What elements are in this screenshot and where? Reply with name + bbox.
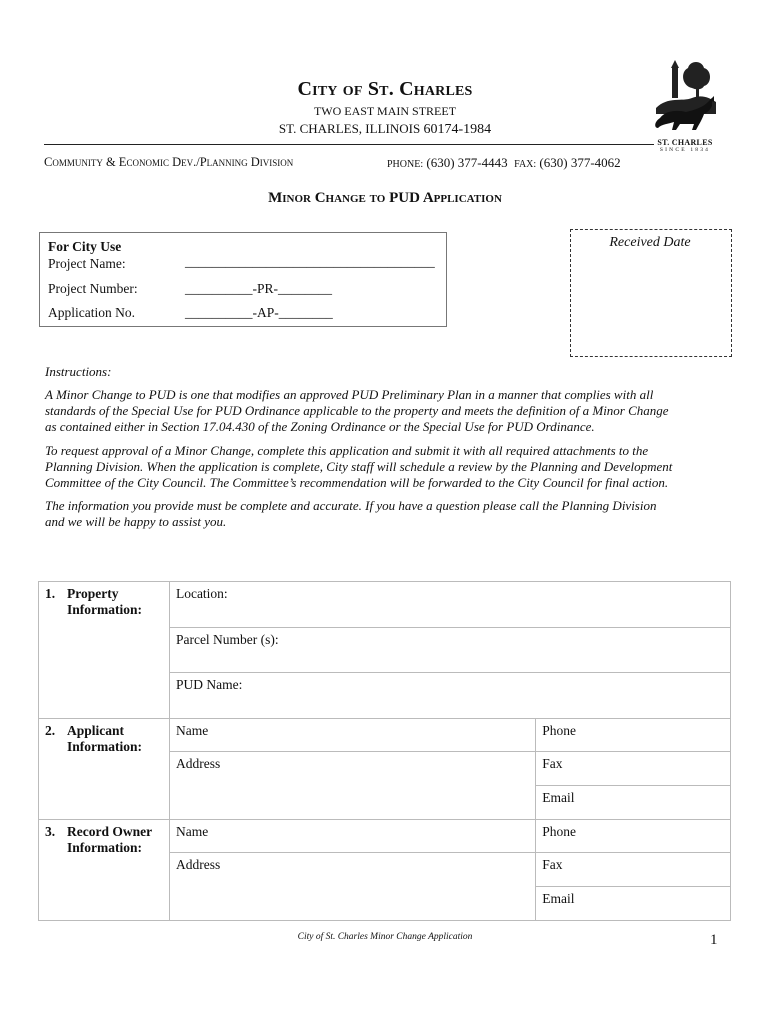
- form-title: Minor Change to PUD Application: [268, 190, 502, 206]
- applicant-email-field[interactable]: Email: [536, 786, 731, 820]
- zip-code: 60174-1984: [423, 122, 492, 137]
- instructions-para1-line3: as contained either in Section 17.04.430 of the Zoning Ordinance or the Special Use for PUD Ordinance.: [45, 419, 595, 434]
- phone-number: (630) 377-4443: [426, 155, 508, 170]
- fax-number: (630) 377-4062: [539, 155, 621, 170]
- city-use-heading: For City Use: [48, 239, 122, 254]
- contact-numbers: [387, 155, 621, 171]
- owner-phone-field[interactable]: Phone: [536, 820, 731, 853]
- applicant-name-row: [39, 719, 731, 752]
- phone-label: PHONE:: [387, 159, 424, 170]
- received-date-label: Received Date: [609, 235, 691, 250]
- application-no-field[interactable]: __________-AP-________: [185, 305, 333, 320]
- instructions-para3-line2: and we will be happy to assist you.: [45, 514, 227, 529]
- applicant-section-label: 2. Applicant Information:: [39, 719, 170, 820]
- project-name-label: Project Name:: [48, 256, 126, 271]
- property-location-row: [39, 582, 731, 628]
- division-name: Community & Economic Dev./Planning Division: [44, 155, 294, 169]
- page-number: 1: [710, 932, 718, 948]
- applicant-name-field[interactable]: Name: [169, 719, 535, 752]
- owner-section-label: 3. Record Owner Information:: [39, 820, 170, 921]
- location-field[interactable]: Location:: [169, 582, 730, 628]
- property-section-label: 1. Property Information:: [39, 582, 170, 719]
- instructions-para1-line2: standards of the Special Use for PUD Ordinance applicable to the property and meets the definition of a Minor Change: [45, 403, 669, 418]
- footer-text: City of St. Charles Minor Change Application: [297, 932, 473, 942]
- logo-name: ST. CHARLES: [657, 138, 713, 147]
- owner-fax-field[interactable]: Fax: [536, 853, 731, 887]
- instructions-para1-line1: A Minor Change to PUD is one that modifies an approved PUD Preliminary Plan in a manner that complies with all: [45, 387, 654, 402]
- owner-email-field[interactable]: Email: [536, 887, 731, 921]
- application-sections-table: [38, 581, 731, 921]
- fax-label: FAX:: [514, 159, 537, 170]
- owner-name-row: [39, 820, 731, 853]
- project-number-label: Project Number:: [48, 281, 138, 296]
- parcel-number-field[interactable]: Parcel Number (s):: [169, 628, 730, 673]
- applicant-address-field[interactable]: Address: [169, 752, 535, 820]
- owner-address-field[interactable]: Address: [169, 853, 535, 921]
- page-title: City of St. Charles: [297, 78, 473, 100]
- application-no-label: Application No.: [48, 305, 135, 320]
- city-state: ST. CHARLES, ILLINOIS: [278, 121, 421, 136]
- header-divider: [44, 144, 654, 145]
- project-name-field[interactable]: _____________________________________: [185, 254, 435, 269]
- applicant-phone-field[interactable]: Phone: [536, 719, 731, 752]
- instructions-para2-line1: To request approval of a Minor Change, complete this application and submit it with all required attachments to the: [45, 443, 649, 458]
- applicant-fax-field[interactable]: Fax: [536, 752, 731, 786]
- owner-name-field[interactable]: Name: [169, 820, 535, 853]
- instructions-para2-line2: Planning Division. When the application is complete, City staff will schedule a review by the Planning and Development: [45, 459, 673, 474]
- instructions-para3-line1: The information you provide must be complete and accurate. If you have a question please call the Planning Division: [45, 498, 657, 513]
- street-address: TWO EAST MAIN STREET: [313, 104, 457, 118]
- instructions-heading: Instructions:: [45, 364, 112, 379]
- logo-since: SINCE 1834: [659, 147, 711, 153]
- instructions-para2-line3: Committee of the City Council. The Committee’s recommendation will be forwarded to the City Council for final action.: [45, 475, 669, 490]
- project-number-field[interactable]: __________-PR-________: [185, 281, 333, 296]
- pud-name-field[interactable]: PUD Name:: [169, 673, 730, 719]
